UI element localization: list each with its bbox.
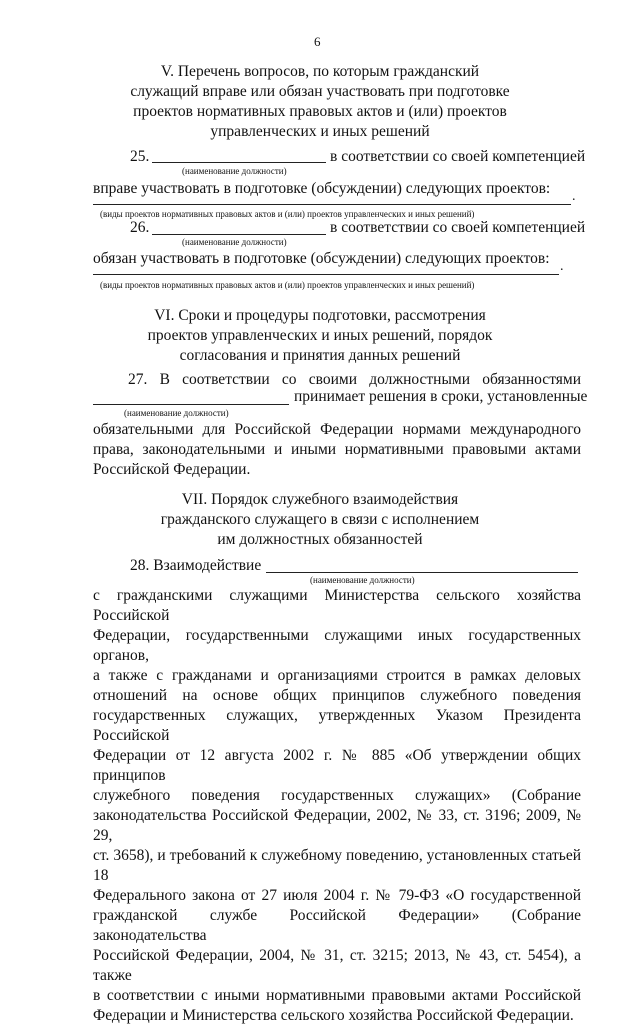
item-27-blank bbox=[93, 404, 289, 405]
item-27-line2: принимает решения в сроки, установленные bbox=[294, 388, 588, 405]
section-7-heading bbox=[120, 490, 520, 550]
body-line: Федерации от 12 августа 2002 г. № 885 «Об утверждении общих принципов bbox=[93, 747, 581, 784]
item-27-line1: 27. В соответствии со своими должностными обязанностями bbox=[128, 371, 581, 388]
body-line: в соответствии с иными нормативными правовыми актами Российской bbox=[93, 987, 581, 1004]
body-line: Российской Федерации, 2004, № 31, ст. 3215; 2013, № 43, ст. 5454), а также bbox=[93, 947, 581, 984]
heading-line: V. Перечень вопросов, по которым гражданский bbox=[160, 63, 480, 80]
item-27-line1-wrap bbox=[128, 370, 581, 390]
section-6-heading bbox=[120, 306, 520, 366]
item-25-right-text: в соответствии со своей компетенцией bbox=[330, 148, 586, 165]
body-line: государственных служащих, утвержденных Указом Президента Российской bbox=[93, 707, 581, 744]
heading-line: проектов управленческих и иных решений, порядок bbox=[147, 327, 493, 344]
heading-line: управленческих и иных решений bbox=[210, 123, 430, 140]
body-line: служебного поведения государственных служащих» (Собрание bbox=[93, 787, 581, 804]
item-26-number: 26. bbox=[130, 219, 150, 236]
item-25-number: 25. bbox=[130, 148, 150, 165]
heading-line: гражданского служащего в связи с исполнением bbox=[160, 511, 480, 528]
body-line: законодательства Российской Федерации, 2002, № 33, ст. 3196; 2009, № 29, bbox=[93, 807, 581, 844]
body-line: Федерации и Министерства сельского хозяйства Российской Федерации. bbox=[93, 1007, 574, 1024]
item-27-body bbox=[93, 420, 581, 480]
projects-blank bbox=[93, 274, 559, 275]
heading-line: согласования и принятия данных решений bbox=[179, 347, 461, 364]
line-end-dot: . bbox=[560, 259, 564, 274]
heading-line: служащий вправе или обязан участвовать при подготовке bbox=[130, 83, 510, 100]
body-line: с гражданскими служащими Министерства сельского хозяйства Российской bbox=[93, 587, 581, 624]
item-28-start: 28. Взаимодействие bbox=[130, 557, 262, 574]
body-line: гражданской службе Российской Федерации» (Собрание законодательства bbox=[93, 907, 581, 944]
projects-caption: (виды проектов нормативных правовых актов и (или) проектов управленческих и иных решений) bbox=[100, 209, 475, 219]
heading-line: VI. Сроки и процедуры подготовки, рассмотрения bbox=[154, 307, 486, 324]
body-line: Российской Федерации. bbox=[93, 461, 251, 478]
projects-caption: (виды проектов нормативных правовых актов и (или) проектов управленческих и иных решений) bbox=[100, 280, 475, 290]
item-26-line2: обязан участвовать в подготовке (обсуждении) следующих проектов: bbox=[93, 250, 550, 267]
line-end-dot: . bbox=[572, 189, 576, 204]
body-line: обязательными для Российской Федерации нормами международного bbox=[93, 421, 581, 438]
body-line: отношений на основе общих принципов служебного поведения bbox=[93, 687, 581, 704]
body-line: Федерации, государственными служащими иных государственных органов, bbox=[93, 627, 581, 664]
item-28-blank bbox=[266, 572, 578, 573]
projects-blank bbox=[93, 204, 571, 205]
heading-line: проектов нормативных правовых актов и (или) проектов bbox=[133, 103, 507, 120]
position-caption: (наименование должности) bbox=[310, 575, 415, 585]
position-caption: (наименование должности) bbox=[182, 237, 287, 247]
item-26-blank bbox=[152, 234, 326, 235]
position-caption: (наименование должности) bbox=[124, 408, 229, 418]
item-26-right-text: в соответствии со своей компетенцией bbox=[330, 219, 586, 236]
body-line: Федерального закона от 27 июля 2004 г. № 79-ФЗ «О государственной bbox=[93, 887, 581, 904]
page-number: 6 bbox=[314, 34, 321, 49]
position-caption: (наименование должности) bbox=[182, 166, 287, 176]
body-line: а также с гражданами и организациями строится в рамках деловых bbox=[93, 667, 581, 684]
body-line: ст. 3658), и требований к служебному поведению, установленных статьей 18 bbox=[93, 847, 581, 884]
item-25-line2: вправе участвовать в подготовке (обсуждении) следующих проектов: bbox=[93, 180, 551, 197]
heading-line: VII. Порядок служебного взаимодействия bbox=[181, 491, 459, 508]
section-5-heading bbox=[120, 62, 520, 142]
heading-line: им должностных обязанностей bbox=[217, 531, 423, 548]
body-line: права, законодательными и иными нормативными правовыми актами bbox=[93, 441, 581, 458]
item-25-blank bbox=[152, 162, 326, 163]
item-28-body bbox=[93, 586, 581, 1026]
